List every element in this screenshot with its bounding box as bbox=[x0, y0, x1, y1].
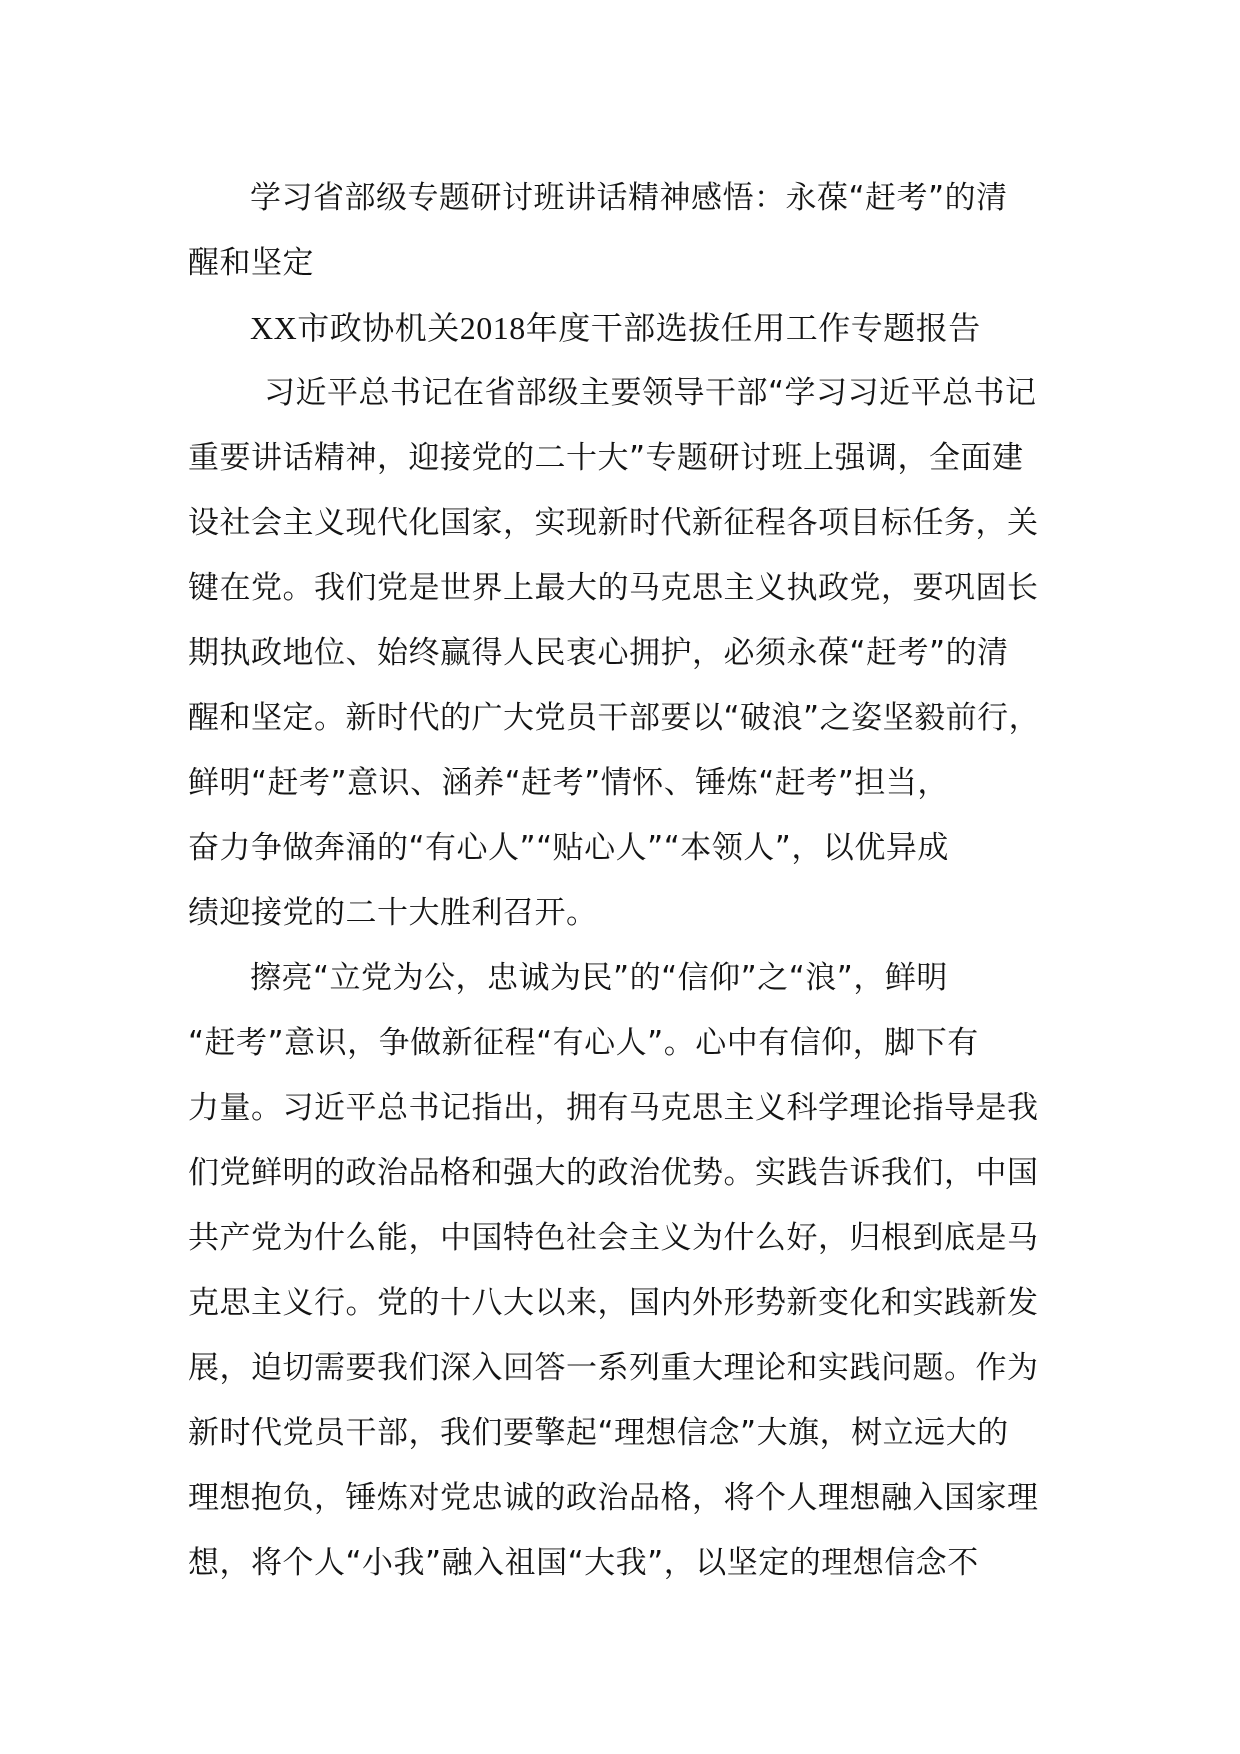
paragraph-1-line: 绩迎接党的二十大胜利召开。 bbox=[188, 895, 598, 931]
paragraph-2-line: 擦亮“立党为公，忠诚为民”的“信仰”之“浪”，鲜明 bbox=[250, 960, 948, 996]
document-subtitle bbox=[188, 296, 1060, 361]
paragraph-2-line: 想，将个人“小我”融入祖国“大我”，以坚定的理想信念不 bbox=[188, 1545, 979, 1581]
paragraph-2-line: 们党鲜明的政治品格和强大的政治优势。实践告诉我们，中国 bbox=[188, 1155, 1039, 1191]
paragraph-2-line: 力量。习近平总书记指出，拥有马克思主义科学理论指导是我 bbox=[188, 1090, 1039, 1126]
paragraph-2-line: 共产党为什么能，中国特色社会主义为什么好，归根到底是马 bbox=[188, 1220, 1039, 1256]
paragraph-1-line: 重要讲话精神，迎接党的二十大”专题研讨班上强调，全面建 bbox=[188, 440, 1024, 476]
paragraph-2-line: 展，迫切需要我们深入回答一系列重大理论和实践问题。作为 bbox=[188, 1350, 1039, 1386]
paragraph-2-line: 理想抱负，锤炼对党忠诚的政治品格，将个人理想融入国家理 bbox=[188, 1480, 1039, 1516]
paragraph-2-line: “赶考”意识，争做新征程“有心人”。心中有信仰，脚下有 bbox=[188, 1025, 979, 1061]
paragraph-1 bbox=[188, 361, 1060, 946]
title-line-2: 醒和坚定 bbox=[188, 245, 314, 281]
paragraph-1-line: 键在党。我们党是世界上最大的马克思主义执政党，要巩固长 bbox=[188, 570, 1039, 606]
document-title bbox=[188, 166, 1060, 296]
paragraph-1-line: 习近平总书记在省部级主要领导干部“学习习近平总书记 bbox=[264, 375, 1037, 411]
paragraph-1-line: 醒和坚定。新时代的广大党员干部要以“破浪”之姿坚毅前行， bbox=[188, 700, 1041, 736]
paragraph-1-line: 奋力争做奔涌的“有心人”“贴心人”“本领人”，以优异成 bbox=[188, 830, 949, 866]
paragraph-2 bbox=[188, 946, 1060, 1596]
title-line-1: 学习省部级专题研讨班讲话精神感悟：永葆“赶考”的清 bbox=[250, 180, 1008, 216]
subtitle-line: XX市政协机关2018年度干部选拔任用工作专题报告 bbox=[250, 310, 981, 346]
paragraph-2-line: 克思主义行。党的十八大以来，国内外形势新变化和实践新发 bbox=[188, 1285, 1039, 1321]
paragraph-1-line: 期执政地位、始终赢得人民衷心拥护，必须永葆“赶考”的清 bbox=[188, 635, 1009, 671]
paragraph-2-line: 新时代党员干部，我们要擎起“理想信念”大旗，树立远大的 bbox=[188, 1415, 1009, 1451]
paragraph-1-line: 设社会主义现代化国家，实现新时代新征程各项目标任务，关 bbox=[188, 505, 1039, 541]
paragraph-1-line: 鲜明“赶考”意识、涵养“赶考”情怀、锤炼“赶考”担当， bbox=[188, 765, 949, 801]
